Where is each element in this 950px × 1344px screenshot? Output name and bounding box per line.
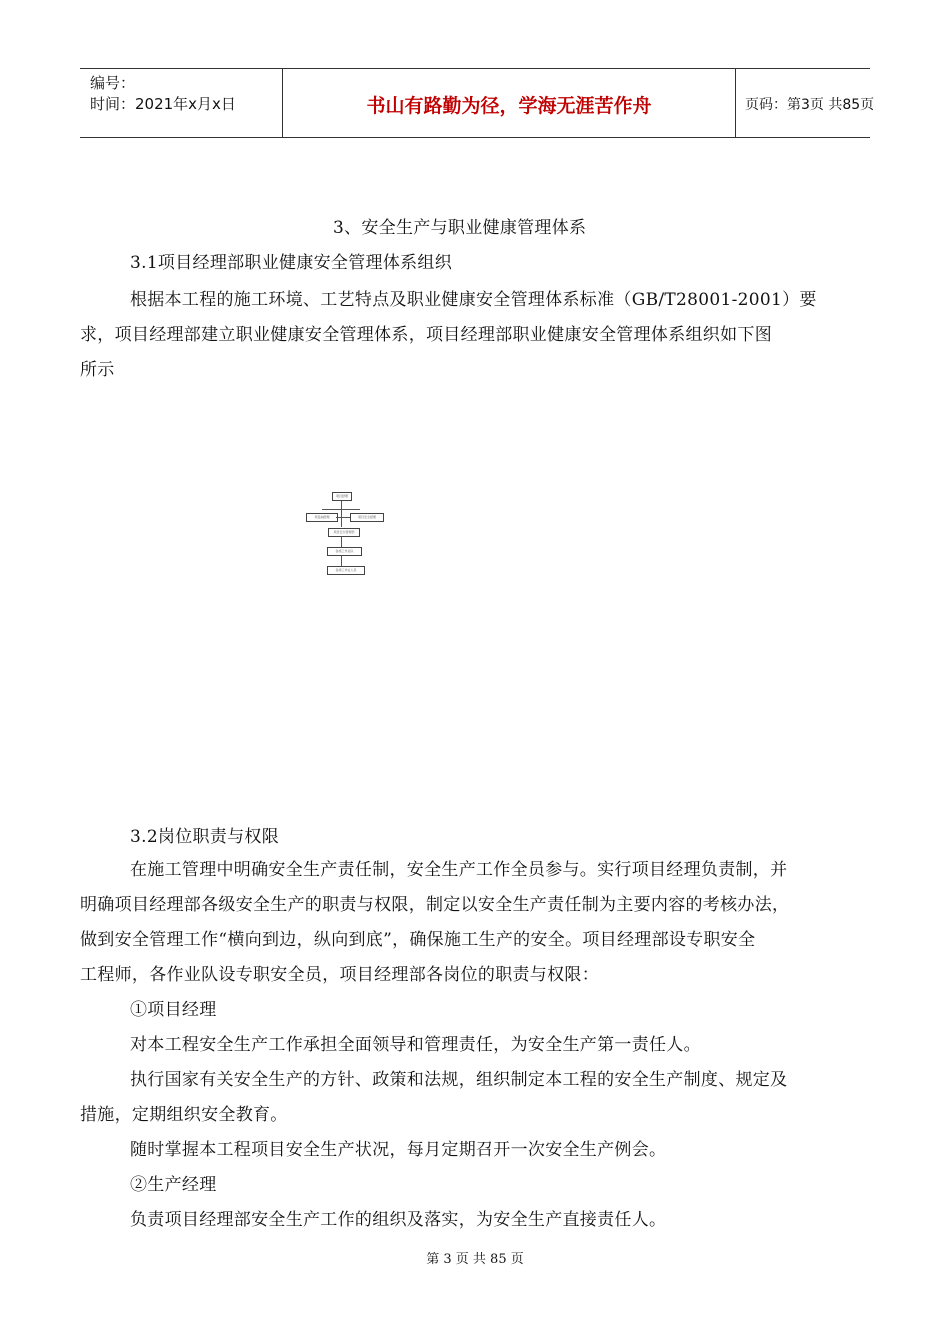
paragraph-line: 做到安全管理工作“横向到边，纵向到底”，确保施工生产的安全。项目经理部设专职安全 xyxy=(80,930,756,950)
number-label: 编号： xyxy=(90,74,136,92)
org-connector xyxy=(341,510,342,527)
subsection-title: 3.1项目经理部职业健康安全管理体系组织 xyxy=(130,253,453,273)
paragraph-line: 求，项目经理部建立职业健康安全管理体系，项目经理部职业健康安全管理体系组织如下图 xyxy=(80,325,772,345)
item-title: ②生产经理 xyxy=(130,1175,217,1195)
paragraph-line: 随时掌握本工程项目安全生产状况，每月定期召开一次安全生产例会。 xyxy=(130,1140,667,1160)
paragraph-line: 措施，定期组织安全教育。 xyxy=(80,1105,288,1125)
paragraph-line: 负责项目经理部安全生产工作的组织及落实，为安全生产直接责任人。 xyxy=(130,1210,667,1230)
header-meta-cell xyxy=(80,69,282,137)
item-title: ①项目经理 xyxy=(130,1000,217,1020)
time-label: 时间：2021年x月x日 xyxy=(90,95,236,113)
org-node-deputy-manager: 项目副经理 xyxy=(306,513,338,522)
paragraph-line: 在施工管理中明确安全生产责任制，安全生产工作全员参与。实行项目经理负责制，并 xyxy=(130,860,788,880)
paragraph-line: 明确项目经理部各级安全生产的职责与权限，制定以安全生产责任制为主要内容的考核办法， xyxy=(80,895,790,915)
motto-text: 书山有路勤为径，学海无涯苦作舟 xyxy=(366,95,652,117)
org-node-safety-department: 项目安全管理部 xyxy=(328,528,360,537)
page-header xyxy=(80,68,875,138)
org-connector xyxy=(336,517,350,518)
org-connector xyxy=(341,501,342,509)
org-node-project-manager: 项目经理 xyxy=(332,492,352,501)
subsection-title: 3.2岗位职责与权限 xyxy=(130,827,280,847)
org-node-safety-manager: 项目安全经理 xyxy=(350,513,384,522)
header-page-cell xyxy=(735,69,875,137)
org-node-workers: 各施工作业人员 xyxy=(327,566,365,575)
page-footer: 第 3 页 共 85 页 xyxy=(426,1252,524,1267)
paragraph-line: 工程师，各作业队设专职安全员，项目经理部各岗位的职责与权限： xyxy=(80,965,599,985)
paragraph-line: 对本工程安全生产工作承担全面领导和管理责任，为安全生产第一责任人。 xyxy=(130,1035,701,1055)
header-motto-cell xyxy=(282,69,736,137)
paragraph-line: 根据本工程的施工环境、工艺特点及职业健康安全管理体系标准（GB/T28001-2001）要 xyxy=(130,290,817,310)
page-info: 页码：第3页 共85页 xyxy=(745,97,875,113)
org-node-work-teams: 各施工作业队 xyxy=(327,547,362,556)
paragraph-line: 执行国家有关安全生产的方针、政策和法规，组织制定本工程的安全生产制度、规定及 xyxy=(130,1070,788,1090)
paragraph-line: 所示 xyxy=(80,360,115,380)
section-title: 3、安全生产与职业健康管理体系 xyxy=(333,218,587,238)
org-connector xyxy=(341,556,342,566)
org-chart xyxy=(300,488,400,580)
org-connector xyxy=(341,537,342,547)
